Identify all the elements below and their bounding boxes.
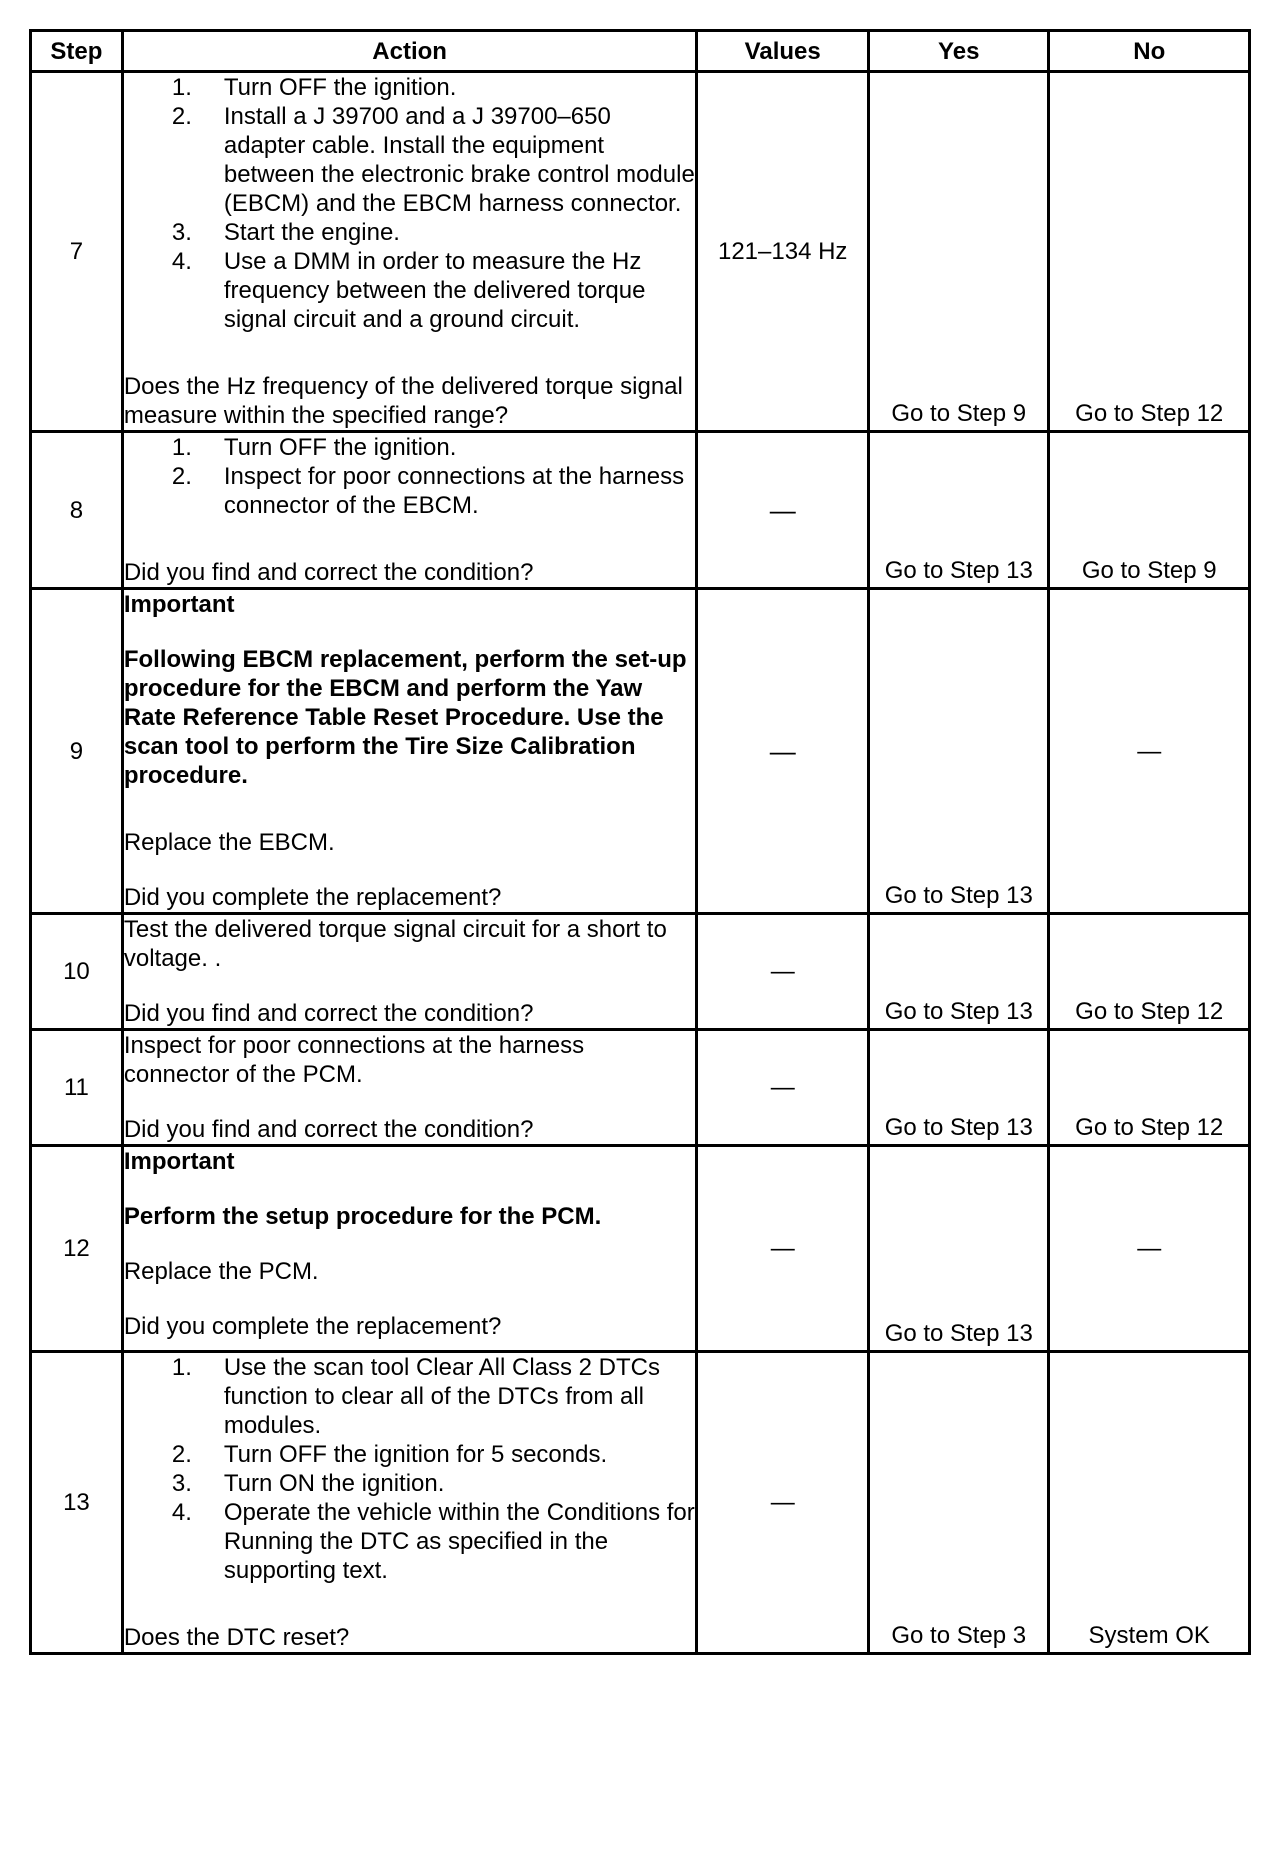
question-text: Did you find and correct the condition? bbox=[123, 559, 534, 586]
yes-cell bbox=[869, 914, 1049, 1030]
action-steps bbox=[124, 1353, 696, 1585]
yes-link[interactable]: Go to Step 13 bbox=[884, 1320, 1033, 1347]
list-item bbox=[124, 218, 696, 247]
step-number: 12 bbox=[31, 1146, 123, 1352]
no-cell bbox=[1049, 72, 1250, 432]
action-cell bbox=[122, 72, 697, 432]
question-text: Does the Hz frequency of the delivered torque signal measure within the specified range? bbox=[123, 373, 683, 429]
yes-cell bbox=[869, 1352, 1049, 1654]
yes-link[interactable]: Go to Step 13 bbox=[884, 882, 1033, 909]
table-row bbox=[31, 1352, 1250, 1654]
table-row bbox=[31, 914, 1250, 1030]
important-text: Perform the setup procedure for the PCM. bbox=[123, 1203, 602, 1230]
no-cell bbox=[1049, 1030, 1250, 1146]
no-cell bbox=[1049, 1352, 1250, 1654]
header-row bbox=[31, 31, 1250, 72]
item-number: 1. bbox=[171, 1354, 192, 1381]
yes-cell bbox=[869, 432, 1049, 589]
no-cell bbox=[1049, 432, 1250, 589]
item-text: Use a DMM in order to measure the Hz frequency between the delivered torque signal circuit and a ground circuit. bbox=[223, 248, 646, 333]
list-item bbox=[124, 462, 696, 520]
no-cell: — bbox=[1049, 1146, 1250, 1352]
table-row bbox=[31, 589, 1250, 914]
instruction-text: Inspect for poor connections at the harness connector of the PCM. bbox=[123, 1032, 585, 1088]
item-number: 2. bbox=[171, 103, 192, 130]
list-item bbox=[124, 1498, 696, 1585]
values-cell: — bbox=[697, 1352, 869, 1654]
item-text: Turn ON the ignition. bbox=[223, 1470, 445, 1497]
action-cell bbox=[122, 589, 697, 914]
action-steps bbox=[124, 73, 696, 334]
list-item bbox=[124, 102, 696, 218]
action-cell bbox=[122, 1352, 697, 1654]
item-text: Turn OFF the ignition. bbox=[223, 74, 457, 101]
values-cell: — bbox=[697, 914, 869, 1030]
item-number: 2. bbox=[171, 1441, 192, 1468]
yes-cell bbox=[869, 1146, 1049, 1352]
action-steps bbox=[124, 433, 696, 520]
question-text: Did you complete the replacement? bbox=[123, 1313, 502, 1340]
no-link[interactable]: Go to Step 9 bbox=[1081, 557, 1217, 584]
instruction-text: Replace the EBCM. bbox=[123, 829, 335, 856]
table-row bbox=[31, 1146, 1250, 1352]
important-label: Important bbox=[123, 591, 235, 618]
header-step: Step bbox=[31, 31, 123, 72]
item-number: 3. bbox=[171, 1470, 192, 1497]
table-row bbox=[31, 1030, 1250, 1146]
header-yes: Yes bbox=[869, 31, 1049, 72]
action-cell bbox=[122, 432, 697, 589]
values-cell: — bbox=[697, 589, 869, 914]
step-number: 11 bbox=[31, 1030, 123, 1146]
header-action: Action bbox=[122, 31, 697, 72]
no-link[interactable]: Go to Step 12 bbox=[1075, 400, 1224, 427]
step-number: 9 bbox=[31, 589, 123, 914]
yes-cell bbox=[869, 1030, 1049, 1146]
values-cell: — bbox=[697, 1146, 869, 1352]
item-text: Use the scan tool Clear All Class 2 DTCs function to clear all of the DTCs from all modules. bbox=[223, 1354, 661, 1439]
list-item bbox=[124, 433, 696, 462]
header-values: Values bbox=[697, 31, 869, 72]
list-item bbox=[124, 1469, 696, 1498]
question-text: Did you complete the replacement? bbox=[123, 884, 502, 911]
item-number: 3. bbox=[171, 219, 192, 246]
no-cell: — bbox=[1049, 589, 1250, 914]
no-link[interactable]: Go to Step 12 bbox=[1075, 1114, 1224, 1141]
no-link[interactable]: Go to Step 12 bbox=[1075, 998, 1224, 1025]
item-text: Turn OFF the ignition for 5 seconds. bbox=[223, 1441, 608, 1468]
values-cell: — bbox=[697, 432, 869, 589]
list-item bbox=[124, 73, 696, 102]
yes-link[interactable]: Go to Step 13 bbox=[884, 557, 1033, 584]
important-label: Important bbox=[123, 1148, 235, 1175]
list-item bbox=[124, 1440, 696, 1469]
values-cell: — bbox=[697, 1030, 869, 1146]
yes-link[interactable]: Go to Step 13 bbox=[884, 1114, 1033, 1141]
list-item bbox=[124, 247, 696, 334]
item-number: 2. bbox=[171, 463, 192, 490]
step-number: 10 bbox=[31, 914, 123, 1030]
action-cell bbox=[122, 914, 697, 1030]
important-text: Following EBCM replacement, perform the set-up procedure for the EBCM and perform the Yaw Rate Reference Table Reset Procedure. Use the scan tool to perform the Tire Size Calibration procedure. bbox=[123, 646, 687, 789]
question-text: Did you find and correct the condition? bbox=[123, 1116, 534, 1143]
item-number: 4. bbox=[171, 248, 192, 275]
header-no: No bbox=[1049, 31, 1250, 72]
table-row bbox=[31, 72, 1250, 432]
list-item bbox=[124, 1353, 696, 1440]
diagnostic-table bbox=[29, 29, 1251, 1655]
yes-cell bbox=[869, 589, 1049, 914]
step-number: 7 bbox=[31, 72, 123, 432]
no-link[interactable]: System OK bbox=[1088, 1622, 1210, 1649]
item-number: 1. bbox=[171, 74, 192, 101]
item-text: Install a J 39700 and a J 39700–650 adapter cable. Install the equipment between the electronic brake control module (EBCM) and the EBCM harness connector. bbox=[223, 103, 695, 217]
table-row bbox=[31, 432, 1250, 589]
yes-cell bbox=[869, 72, 1049, 432]
values-cell: 121–134 Hz bbox=[697, 72, 869, 432]
item-number: 1. bbox=[171, 434, 192, 461]
action-cell bbox=[122, 1146, 697, 1352]
yes-link[interactable]: Go to Step 13 bbox=[884, 998, 1033, 1025]
item-text: Start the engine. bbox=[223, 219, 400, 246]
step-number: 13 bbox=[31, 1352, 123, 1654]
instruction-text: Replace the PCM. bbox=[123, 1258, 319, 1285]
instruction-text: Test the delivered torque signal circuit for a short to voltage. . bbox=[123, 916, 667, 972]
yes-link[interactable]: Go to Step 3 bbox=[891, 1622, 1027, 1649]
item-text: Operate the vehicle within the Conditions for Running the DTC as specified in the supporting text. bbox=[223, 1499, 695, 1584]
item-text: Turn OFF the ignition. bbox=[223, 434, 457, 461]
action-cell bbox=[122, 1030, 697, 1146]
item-text: Inspect for poor connections at the harness connector of the EBCM. bbox=[223, 463, 685, 519]
step-number: 8 bbox=[31, 432, 123, 589]
question-text: Did you find and correct the condition? bbox=[123, 1000, 534, 1027]
no-cell bbox=[1049, 914, 1250, 1030]
yes-link[interactable]: Go to Step 9 bbox=[891, 400, 1027, 427]
question-text: Does the DTC reset? bbox=[123, 1624, 350, 1651]
item-number: 4. bbox=[171, 1499, 192, 1526]
